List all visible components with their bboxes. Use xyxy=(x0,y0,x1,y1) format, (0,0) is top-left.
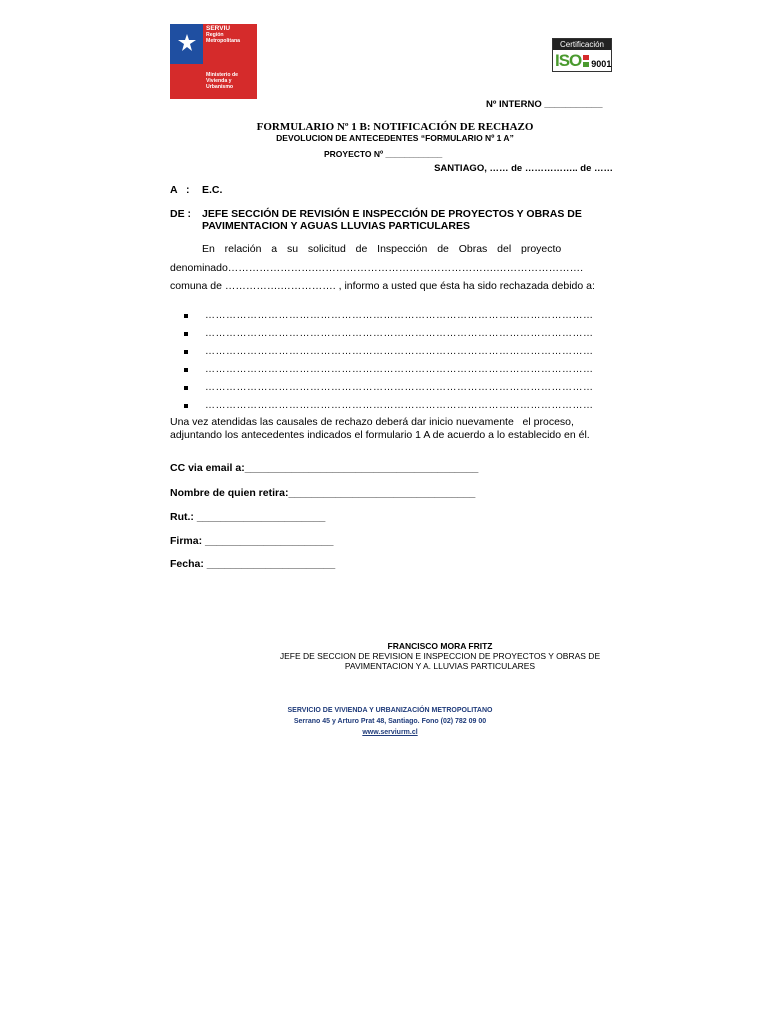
body-line-1: En relación a su solicitud de Inspección de Obras del proyecto xyxy=(202,243,562,255)
closing-line-1: Una vez atendidas las causales de rechazo deberá dar inicio nuevamente el proceso, xyxy=(170,416,574,428)
body-line-2: denominado…………………….…………………………………………….……………………. xyxy=(170,262,584,274)
reason-item: ………………………………………………………………………………………………… xyxy=(184,328,614,339)
iso-word: ISO xyxy=(555,50,582,70)
reason-item: ………………………………………………………………………………………………… xyxy=(184,400,614,411)
signature-field[interactable]: Firma: ______________________ xyxy=(170,535,334,547)
reason-item: ………………………………………………………………………………………………… xyxy=(184,382,614,393)
from-line-2: PAVIMENTACION Y AGUAS LLUVIAS PARTICULARES xyxy=(202,220,470,232)
signer-title-2: PAVIMENTACION Y A. LLUVIAS PARTICULARES xyxy=(344,661,536,671)
rut-field[interactable]: Rut.: ______________________ xyxy=(170,511,326,523)
logo-ministry: Ministerio de Vivienda y Urbanismo xyxy=(206,72,238,90)
iso-certification-logo xyxy=(552,38,612,72)
form-title: FORMULARIO Nº 1 B: NOTIFICACIÓN DE RECHAZO xyxy=(256,121,534,133)
to-value: E.C. xyxy=(202,184,223,196)
iso-number: 9001 xyxy=(591,59,612,69)
footer-website-link[interactable]: www.serviurm.cl xyxy=(362,729,418,736)
footer-address: Serrano 45 y Arturo Prat 48, Santiago. Fono (02) 782 09 00 xyxy=(293,718,487,725)
date-field[interactable]: Fecha: ______________________ xyxy=(170,558,336,570)
iso-label: Certificación xyxy=(553,39,611,50)
form-subtitle: DEVOLUCION DE ANTECEDENTES “FORMULARIO Nº 1 A” xyxy=(276,133,514,143)
project-number: PROYECTO Nº ____________ xyxy=(324,149,443,159)
body-line-3: comuna de …………….……………. , informo a usted que ésta ha sido rechazada debido a: xyxy=(170,280,595,292)
from-label: DE : xyxy=(170,208,191,220)
footer-organization: SERVICIO DE VIVIENDA Y URBANIZACIÓN METROPOLITANO xyxy=(287,707,493,714)
iso-check-icon xyxy=(583,54,589,68)
coat-of-arms-icon xyxy=(170,24,203,64)
logo-region: Región Metropolitana xyxy=(206,32,241,44)
recipient-name-field[interactable]: Nombre de quien retira:________________________________ xyxy=(170,487,476,499)
closing-line-2: adjuntando los antecedentes indicados el formulario 1 A de acuerdo a lo establecido en él. xyxy=(170,429,590,441)
serviu-logo xyxy=(170,24,257,99)
from-line-1: JEFE SECCIÓN DE REVISIÓN E INSPECCIÓN DE PROYECTOS Y OBRAS DE xyxy=(202,208,582,220)
reason-item: ………………………………………………………………………………………………… xyxy=(184,310,614,321)
signer-name: FRANCISCO MORA FRITZ xyxy=(387,641,493,651)
cc-email-field[interactable]: CC via email a:________________________________________ xyxy=(170,462,479,474)
date-line: SANTIAGO, …… de …………….. de …… xyxy=(434,163,613,174)
reason-item: ………………………………………………………………………………………………… xyxy=(184,364,614,375)
internal-number: Nº INTERNO ___________ xyxy=(486,99,603,110)
signer-title-1: JEFE DE SECCION DE REVISION E INSPECCION DE PROYECTOS Y OBRAS DE xyxy=(279,651,601,661)
reason-item: ………………………………………………………………………………………………… xyxy=(184,346,614,357)
logo-brand: SERVIU xyxy=(206,25,231,32)
to-label: A : xyxy=(170,184,190,196)
